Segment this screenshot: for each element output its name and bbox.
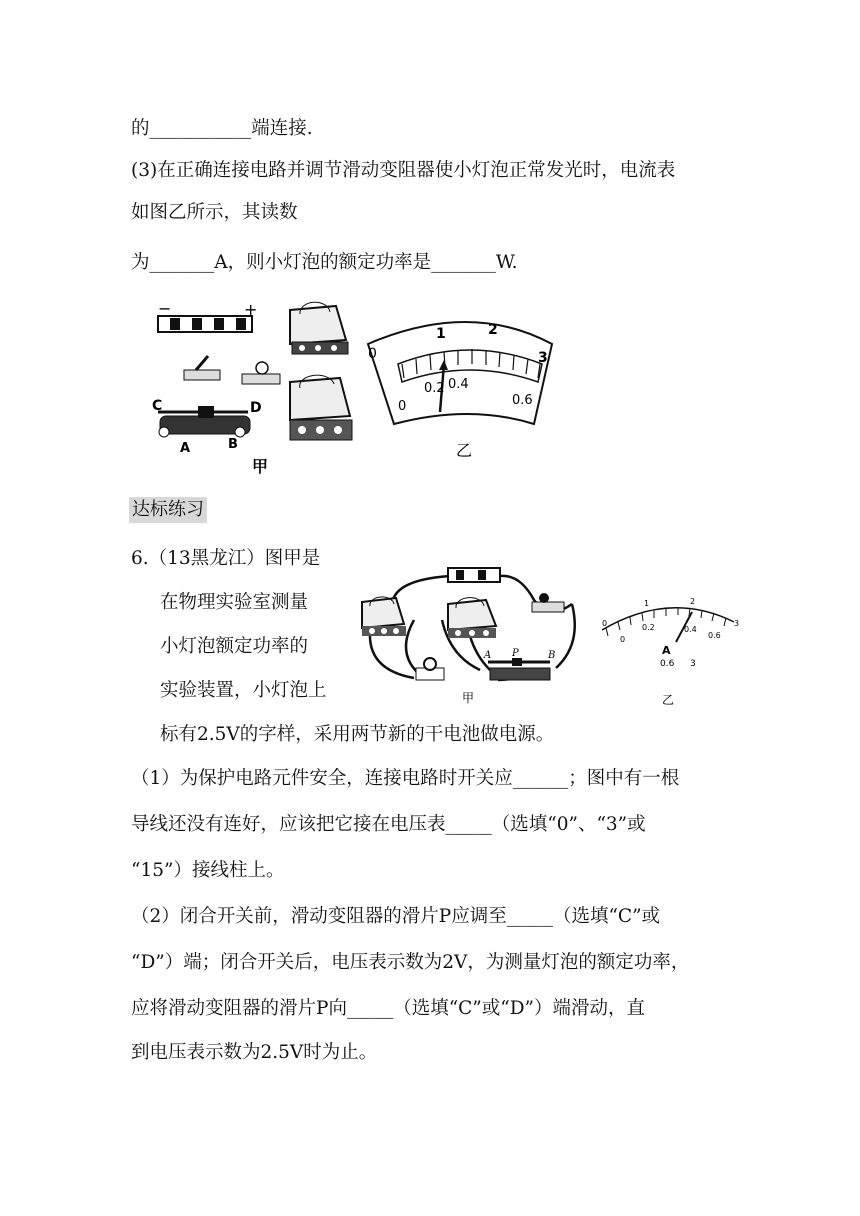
dial2-top-0: 0 <box>602 619 608 628</box>
dial-top-1: 1 <box>436 326 446 342</box>
dial2-top-1: 1 <box>644 599 650 608</box>
dial2-bottom-02: 0.2 <box>642 623 655 632</box>
dial2-bottom-04: 0.4 <box>684 625 697 634</box>
q6-wrap-line-1: 在物理实验室测量 <box>160 592 309 613</box>
dial2-top-3: 3 <box>734 619 740 628</box>
dial2-bottom-06: 0.6 <box>708 631 721 640</box>
ammeter-icon <box>290 375 352 440</box>
rheostat-label-b: B <box>228 437 238 452</box>
text-line-4: 为_______A，则小灯泡的额定功率是_______W. <box>131 252 518 273</box>
q6-wrap-line-3: 实验装置，小灯泡上 <box>160 680 327 701</box>
dial-bottom-06: 0.6 <box>512 393 533 408</box>
dial-bottom-02: 0.2 <box>424 381 445 396</box>
dial-top-3: 3 <box>538 350 548 366</box>
ammeter-dial <box>368 322 552 424</box>
caption-jia: 甲 <box>252 457 269 476</box>
caption-yi: 乙 <box>456 441 473 460</box>
caption-yi-2: 乙 <box>662 693 675 707</box>
meter-icon <box>290 302 348 354</box>
terminal-3-label: 3 <box>690 659 696 669</box>
bulb-icon <box>416 658 444 680</box>
q6-line-after: 标有2.5V的字样，采用两节新的干电池做电源。 <box>160 724 555 745</box>
dial2-bottom-0: 0 <box>620 635 626 644</box>
terminal-a-label: A <box>662 644 671 657</box>
q6-p2-line-c: 应将滑动变阻器的滑片P向_____（选填“C”或“D”）端滑动，直 <box>131 998 646 1019</box>
caption-jia-2: 甲 <box>462 691 475 705</box>
rheostat-label-b: B <box>548 650 556 661</box>
rheostat-label-a: A <box>484 650 492 661</box>
q6-wrap-line-2: 小灯泡额定功率的 <box>160 636 309 657</box>
dial-top-0: 0 <box>368 346 377 362</box>
bulb-icon <box>242 362 280 384</box>
text-line-2: (3)在正确连接电路并调节滑动变阻器使小灯泡正常发光时，电流表 <box>131 160 676 181</box>
dial-bottom-0: 0 <box>398 399 407 414</box>
rheostat-icon <box>488 658 550 680</box>
rheostat-label-c: C <box>152 398 163 414</box>
q6-p2-line-d: 到电压表示数为2.5V时为止。 <box>131 1042 378 1063</box>
battery-icon <box>158 316 252 332</box>
q6-p2-line-a: （2）闭合开关前，滑动变阻器的滑片P应调至_____（选填“C”或 <box>131 906 661 927</box>
battery-minus-label: − <box>158 300 172 318</box>
q6-p1-line-c: “15”）接线柱上。 <box>131 860 285 881</box>
battery-plus-label: + <box>244 300 258 319</box>
switch-icon <box>184 356 220 380</box>
voltmeter-icon <box>362 597 406 636</box>
text-line-3: 如图乙所示，其读数 <box>131 202 298 223</box>
switch-icon <box>532 593 564 612</box>
rheostat-icon <box>158 406 250 437</box>
dial-top-2: 2 <box>488 322 498 338</box>
q6-p1-line-a: （1）为保护电路元件安全，连接电路时开关应______；图中有一根 <box>131 768 680 789</box>
text-line-1: 的___________端连接. <box>131 118 313 139</box>
q6-p2-line-b: “D”）端；闭合开关后，电压表示数为2V，为测量灯泡的额定功率， <box>131 952 690 973</box>
section-title: 达标练习 <box>129 497 207 523</box>
battery-icon <box>448 568 500 582</box>
figure-circuit-and-meter <box>350 560 750 710</box>
rheostat-label-p: P <box>512 648 519 659</box>
rheostat-label-d: D <box>250 400 262 416</box>
q6-p1-line-b: 导线还没有连好，应该把它接在电压表_____（选填“0”、“3”或 <box>131 814 646 835</box>
ammeter-icon <box>448 598 496 638</box>
dial-bottom-04: 0.4 <box>448 377 469 392</box>
rheostat-label-a: A <box>180 441 191 456</box>
figure-apparatus-and-ammeter <box>140 300 560 480</box>
terminal-06-label: 0.6 <box>660 659 675 669</box>
dial2-top-2: 2 <box>690 597 696 606</box>
q6-intro: 6.（13黑龙江）图甲是 <box>131 548 321 569</box>
